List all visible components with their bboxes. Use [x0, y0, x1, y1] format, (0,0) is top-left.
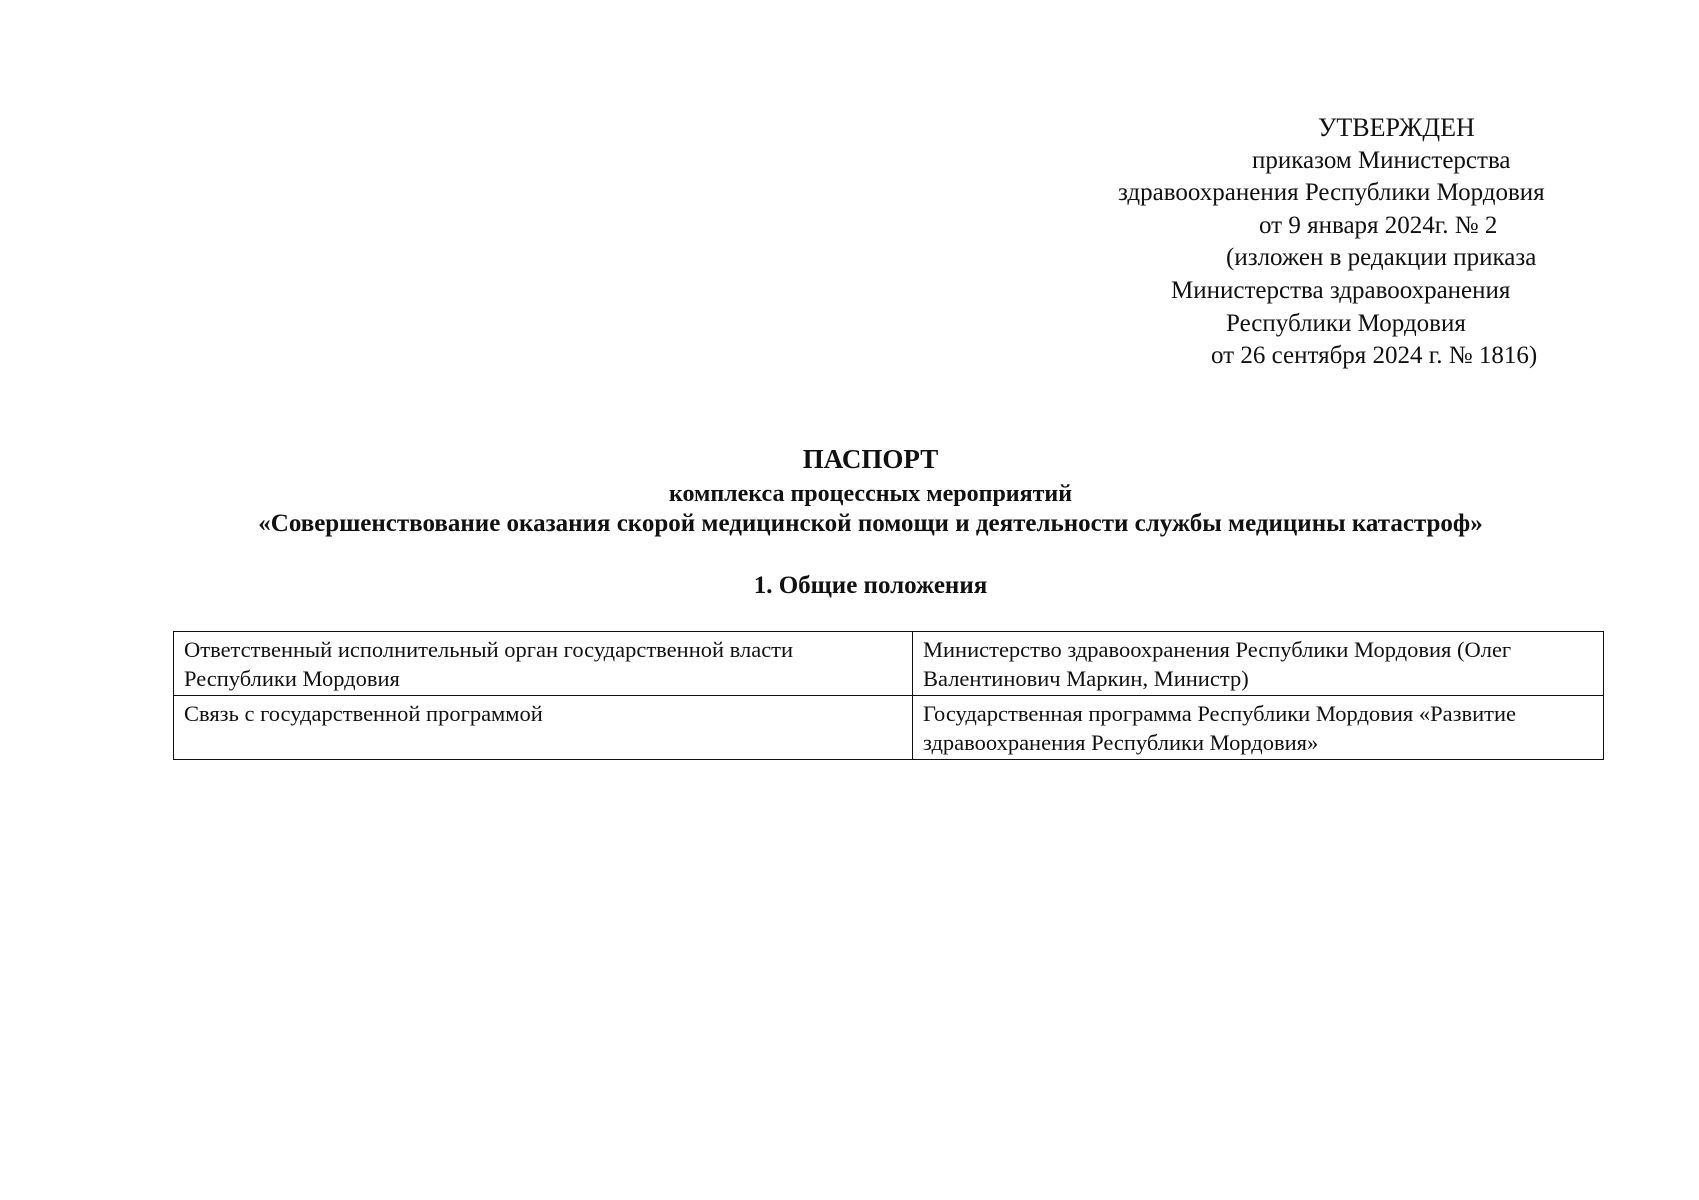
approval-line: от 9 января 2024г. № 2: [1259, 211, 1498, 239]
document-subtitle: комплекса процессных мероприятий: [668, 481, 1073, 507]
table-row: [174, 632, 1604, 696]
document-title: ПАСПОРТ: [802, 444, 939, 474]
row-label: Связь с государственной программой: [174, 696, 913, 760]
row-value: Министерство здравоохранения Республики Мордовия (Олег Валентинович Маркин, Министр): [913, 632, 1604, 696]
section-heading: 1. Общие положения: [753, 572, 988, 599]
general-provisions-table: [173, 631, 1604, 760]
approval-title: УТВЕРЖДЕН: [1318, 113, 1475, 142]
approval-line: (изложен в редакции приказа: [1226, 244, 1537, 272]
approval-block: [1080, 112, 1640, 373]
approval-line: приказом Министерства: [1252, 146, 1511, 174]
approval-line: здравоохранения Республики Мордовия: [1118, 179, 1545, 207]
row-label: Ответственный исполнительный орган государственной власти Республики Мордовия: [174, 632, 913, 696]
approval-line: Министерства здравоохранения: [1171, 276, 1511, 304]
row-value: Государственная программа Республики Мордовия «Развитие здравоохранения Республики Мордовия»: [913, 696, 1604, 760]
complex-name: «Совершенствование оказания скорой медицинской помощи и деятельности службы медицины катастроф»: [258, 510, 1483, 537]
approval-line: от 26 сентября 2024 г. № 1816): [1211, 342, 1538, 370]
approval-line: Республики Мордовия: [1226, 309, 1466, 337]
table-row: [174, 696, 1604, 760]
